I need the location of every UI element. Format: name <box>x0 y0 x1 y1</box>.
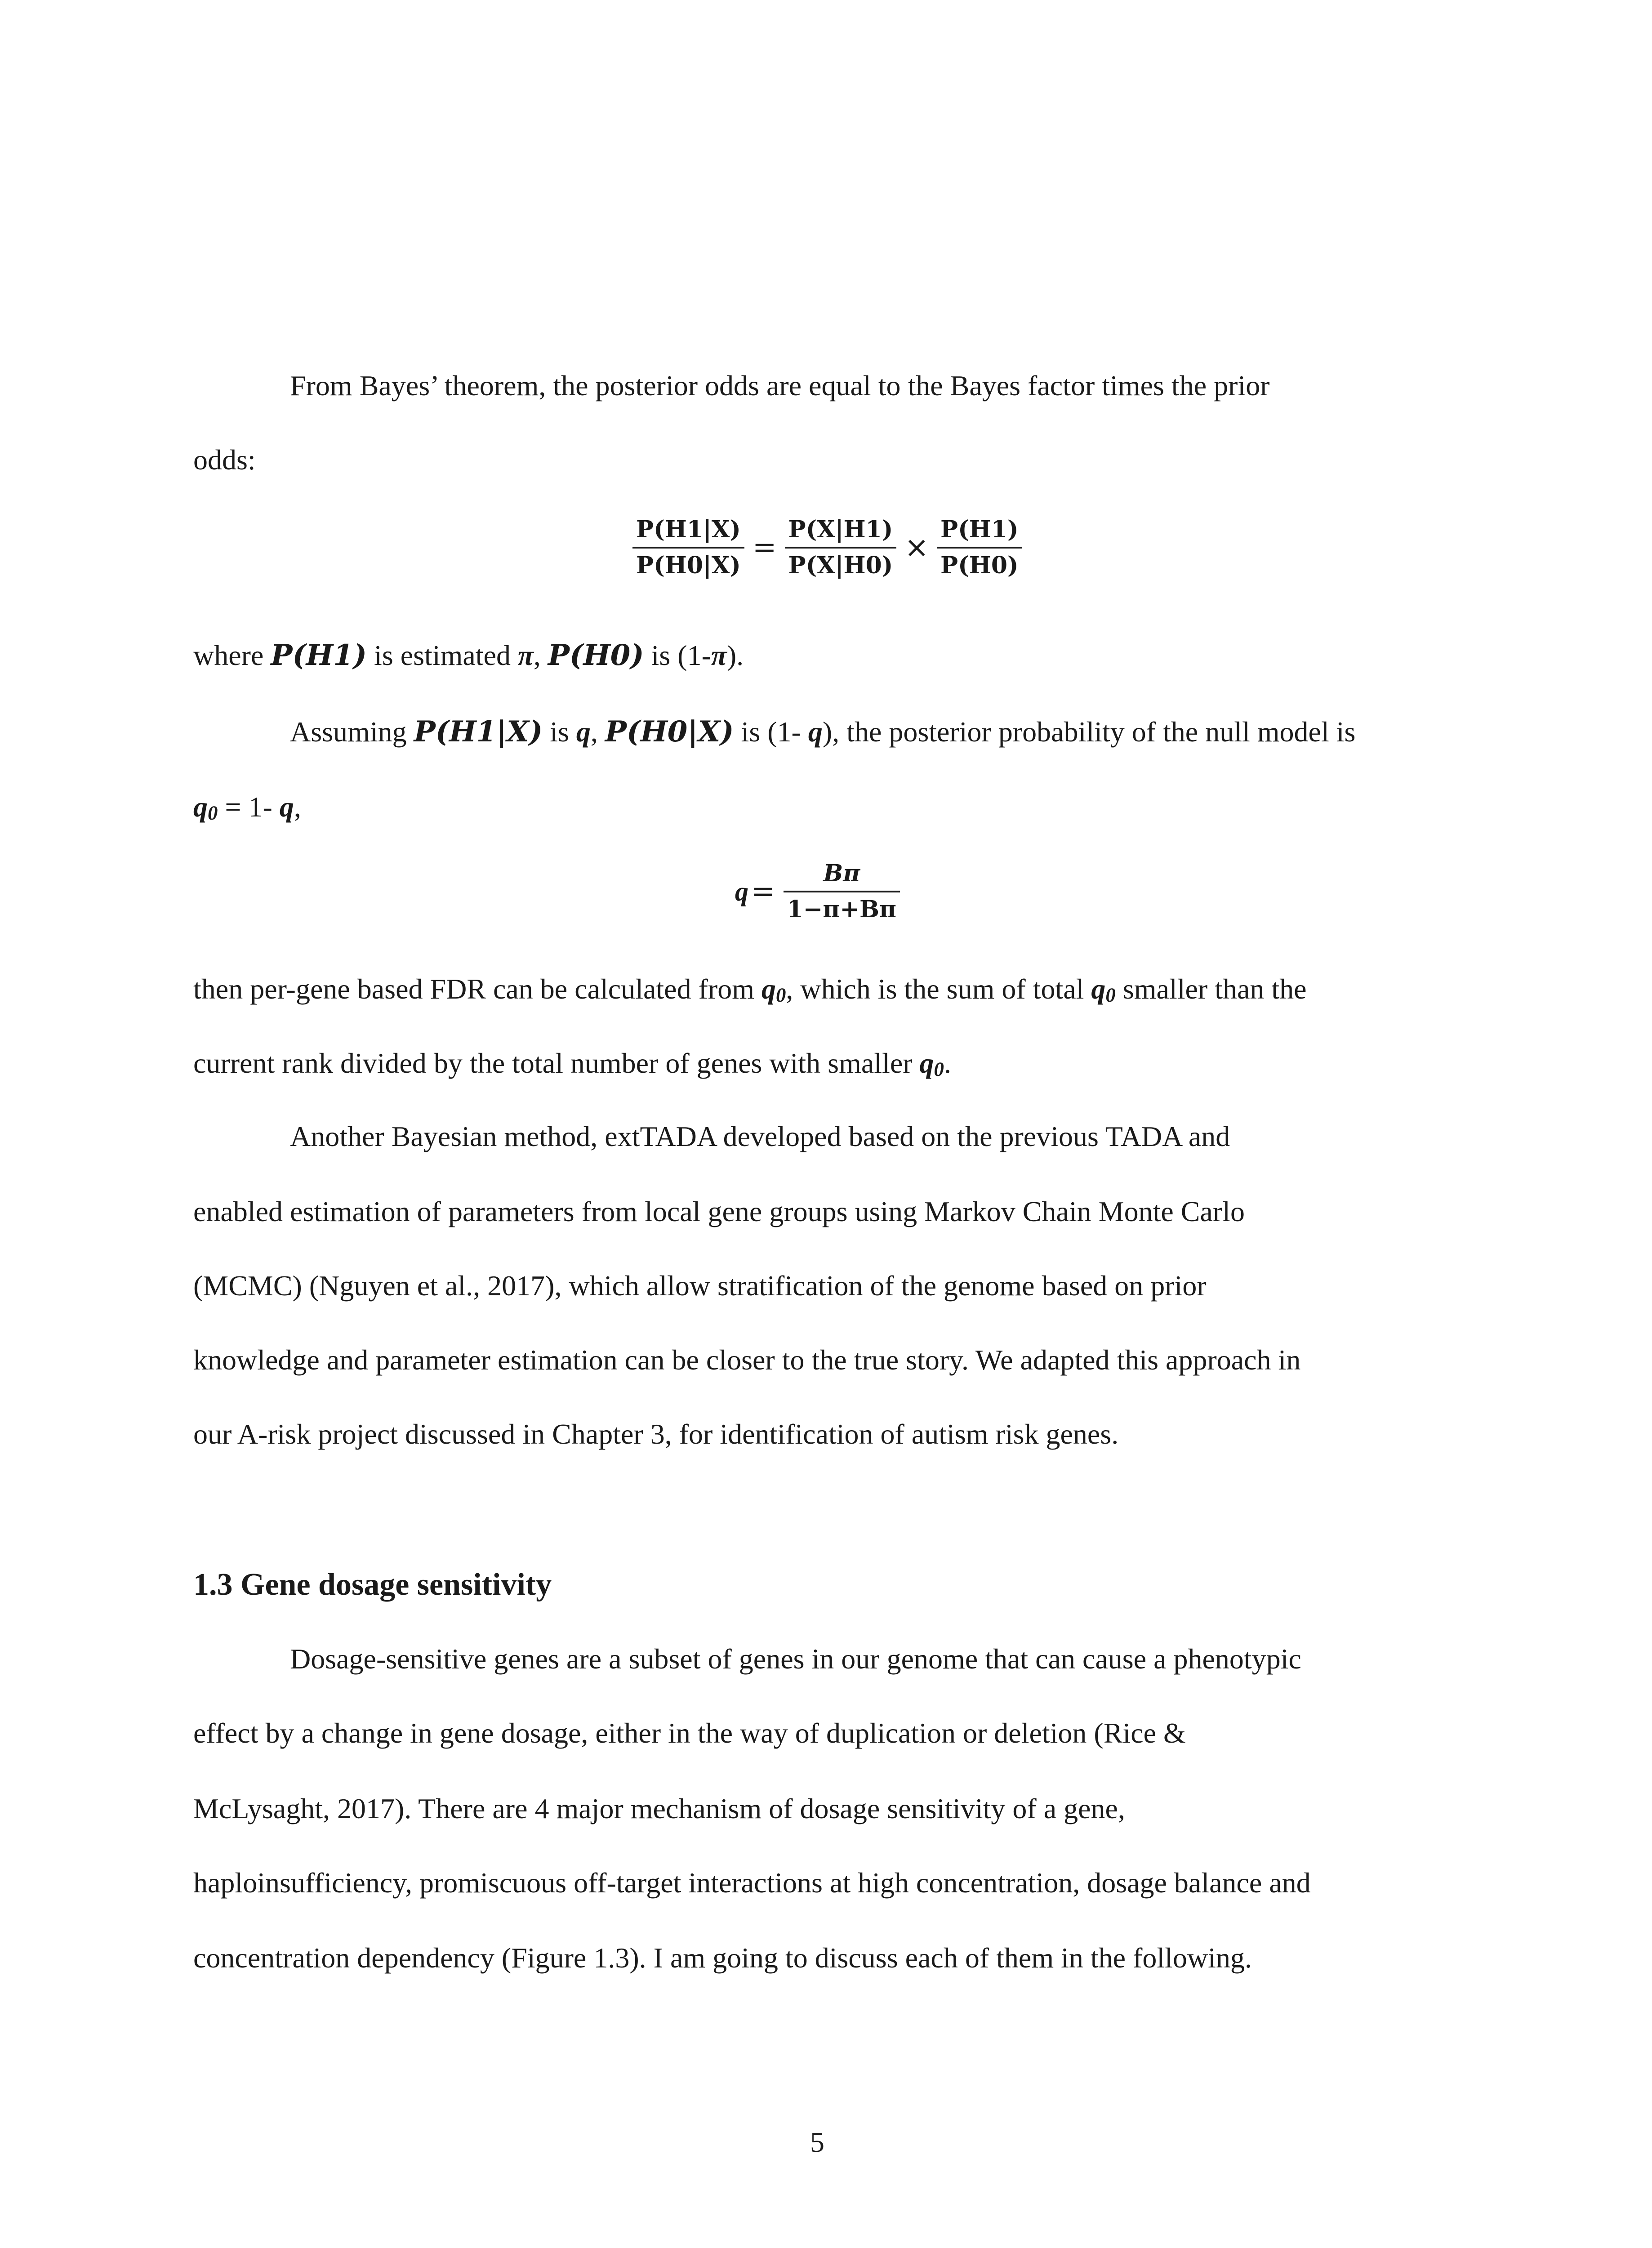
math-p-h0-x: P(H0|X) <box>605 715 734 749</box>
dosage-line3: McLysaght, 2017). There are 4 major mechanism of dosage sensitivity of a gene, <box>193 1793 1125 1824</box>
q-symbol: q <box>735 876 748 906</box>
ext-line1: Another Bayesian method, extTADA developed based on the previous TADA and <box>290 1120 1230 1152</box>
text-run: Assuming <box>290 716 414 748</box>
fdr-line2 <box>193 1045 951 1087</box>
section-heading: 1.3 Gene dosage sensitivity <box>193 1567 552 1602</box>
math-p-h1: P(H1) <box>271 638 367 672</box>
bayes-formula <box>627 513 1028 583</box>
page-number: 5 <box>810 2126 824 2158</box>
math-pi: π <box>517 639 534 671</box>
math-q: q <box>279 791 294 823</box>
text-run: is estimated <box>367 639 518 671</box>
q-formula <box>735 856 905 927</box>
prior-odds-numerator: P(H1) <box>940 516 1019 543</box>
dosage-line5: concentration dependency (Figure 1.3). I am going to discuss each of them in the following. <box>193 1942 1252 1974</box>
math-p-h1-x: P(H1|X) <box>414 715 543 749</box>
para1-line2: odds: <box>193 444 256 476</box>
math-p-h0: P(H0) <box>548 638 644 672</box>
prior-odds-fraction <box>937 513 1022 583</box>
text-run: = 1- <box>218 791 280 823</box>
math-subscript: 0 <box>208 801 218 824</box>
q0-line <box>193 789 301 831</box>
math-subscript: 0 <box>934 1057 944 1080</box>
math-q: q <box>576 716 591 748</box>
q-fraction-denominator: 1−π+Bπ <box>787 896 897 923</box>
bayes-factor-denominator: P(X|H0) <box>788 552 893 579</box>
text-run: smaller than the <box>1115 973 1307 1005</box>
posterior-odds-numerator: P(H1|X) <box>636 516 741 543</box>
text-run: current rank divided by the total number of genes with smaller <box>193 1047 920 1079</box>
text-run: where <box>193 639 271 671</box>
text-run: then per-gene based FDR can be calculated from <box>193 973 761 1005</box>
math-q: q <box>761 973 776 1005</box>
math-q: q <box>1091 973 1106 1005</box>
q-fraction-numerator: Bπ <box>823 860 860 887</box>
equals-sign: = <box>752 531 777 564</box>
text-run: , <box>533 639 548 671</box>
math-q: q <box>808 716 823 748</box>
ext-line2: enabled estimation of parameters from local gene groups using Markov Chain Monte Carlo <box>193 1195 1245 1227</box>
math-q: q <box>919 1047 934 1079</box>
prior-odds-denominator: P(H0) <box>940 552 1019 579</box>
text-run: is (1- <box>734 716 808 748</box>
math-pi: π <box>711 639 727 671</box>
text-run: , <box>294 791 301 823</box>
text-run: is <box>543 716 576 748</box>
where-line <box>193 638 744 674</box>
math-q: q <box>193 791 208 823</box>
math-subscript: 0 <box>1105 983 1116 1006</box>
q-fraction <box>784 856 900 927</box>
dosage-line4: haploinsufficiency, promiscuous off-target interactions at high concentration, dosage balance and <box>193 1867 1311 1899</box>
text-run: is (1- <box>644 639 711 671</box>
ext-line3: (MCMC) (Nguyen et al., 2017), which allow stratification of the genome based on prior <box>193 1270 1207 1302</box>
text-run: ). <box>726 639 744 671</box>
equals-sign: = <box>751 875 775 908</box>
para1-line1: From Bayes’ theorem, the posterior odds are equal to the Bayes factor times the prior <box>290 370 1270 401</box>
fdr-line1 <box>193 971 1307 1013</box>
ext-line4: knowledge and parameter estimation can be closer to the true story. We adapted this approach in <box>193 1344 1301 1376</box>
dosage-line2: effect by a change in gene dosage, either in the way of duplication or deletion (Rice & <box>193 1717 1186 1749</box>
posterior-odds-fraction <box>632 513 744 583</box>
text-run: , <box>590 716 605 748</box>
math-subscript: 0 <box>775 983 786 1006</box>
dosage-line1: Dosage-sensitive genes are a subset of genes in our genome that can cause a phenotypic <box>290 1643 1301 1675</box>
text-run: , which is the sum of total <box>786 973 1091 1005</box>
ext-line5: our A-risk project discussed in Chapter 3, for identification of autism risk genes. <box>193 1418 1119 1450</box>
assume-line <box>290 714 1355 750</box>
times-sign: × <box>904 531 929 564</box>
bayes-factor-fraction <box>785 513 897 583</box>
posterior-odds-denominator: P(H0|X) <box>636 552 741 579</box>
text-run: . <box>944 1047 951 1079</box>
text-run: ), the posterior probability of the null model is <box>822 716 1356 748</box>
bayes-factor-numerator: P(X|H1) <box>788 516 893 543</box>
